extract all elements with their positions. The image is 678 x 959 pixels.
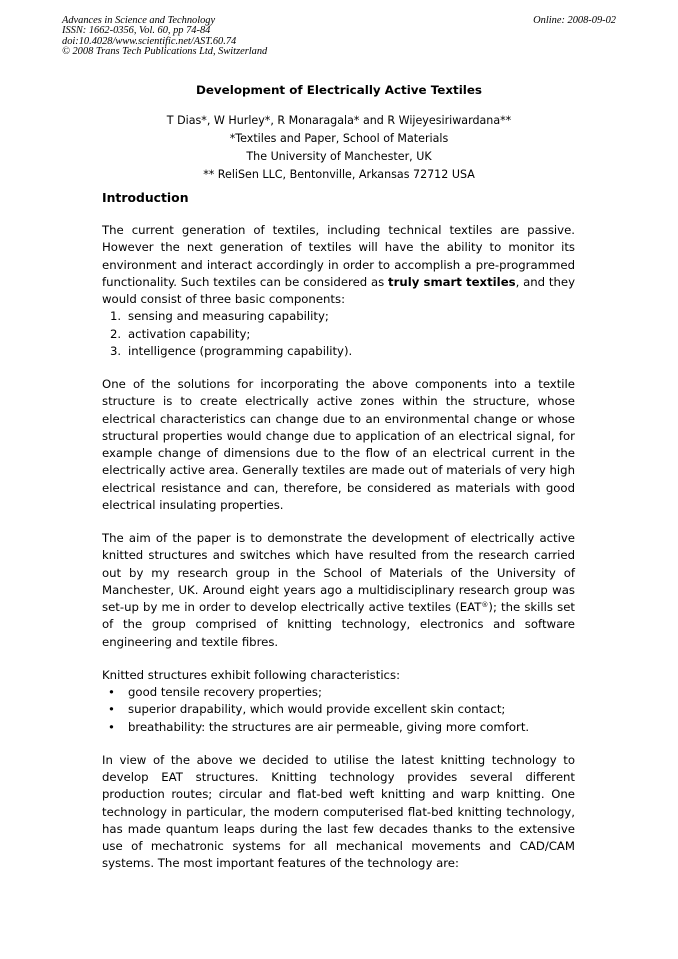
paragraph [102, 222, 575, 308]
list-item-text: activation capability; [128, 326, 251, 341]
section-body [102, 222, 575, 873]
section-heading: Introduction [102, 190, 189, 205]
bullet-marker: • [108, 685, 115, 699]
paragraph: In view of the above we decided to utilise the latest knitting technology to develop EAT structures. Knitting technology provides several different production routes; circular and flat-bed weft knitting and warp knitting. One technology in particular, the modern computerised flat-bed knitting technology, has made quantum leaps during the last few decades thanks to the extensive use of mechatronic systems for all mechanical movements and CAD/CAM systems. The most important features of the technology are: [102, 752, 575, 871]
affiliation-line: ** ReliSen LLC, Bentonville, Arkansas 72712 USA [203, 168, 475, 182]
page-header [62, 16, 616, 58]
emphasis-text: truly smart textiles [388, 274, 516, 289]
paragraph-text: The current generation of textiles, including technical textiles are passive. However the next generation of textiles will have the ability to monitor its environment and interact accordingly in order to accomplish a pre-programmed functionality. Such textiles can be considered as [102, 223, 575, 289]
journal-name: Advances in Science and Technology [62, 15, 216, 26]
author-list: T Dias*, W Hurley*, R Monaragala* and R Wijeyesiriwardana** [166, 114, 512, 127]
copyright-line: © 2008 Trans Tech Publications Ltd, Switzerland [62, 46, 268, 58]
list-item [102, 701, 575, 718]
list-item [102, 719, 575, 736]
list-item [102, 326, 575, 343]
doi-line: doi:10.4028/www.scientific.net/AST.60.74 [62, 35, 237, 47]
list-number: 3. [110, 343, 122, 358]
list-item-text: intelligence (programming capability). [128, 343, 353, 358]
paragraph-text: The aim of the paper is to demonstrate the development of electrically active knitted structures and switches which have resulted from the research carried out by my research group in the School of Materials of the University of Manchester, UK. Around eight years ago a multidisciplinary research group was set-up by me in order to develop electrically active textiles (EAT [102, 531, 575, 614]
paragraph-text: ); the skills set of the group comprised of knitting technology, electronics and software engineering and textile fibres. [102, 600, 575, 649]
list-number: 2. [110, 326, 122, 341]
list-item-text: superior drapability, which would provide excellent skin contact; [128, 702, 506, 717]
affiliation-line: The University of Manchester, UK [246, 150, 432, 164]
author-block [0, 112, 678, 184]
paragraph: One of the solutions for incorporating the above components into a textile structure is to create electrically active zones within the structure, whose electrical characteristics can change due to an environmental change or whose structural properties would change due to application of an electrical signal, for example change of dimensions due to the flow of an electrical current in the electrically active area. Generally textiles are made out of materials of very high electrical resistance and can, therefore, be considered as materials with good electrical insulating properties. [102, 377, 575, 512]
paragraph: Knitted structures exhibit following characteristics: [102, 667, 401, 682]
list-item [102, 343, 575, 360]
list-item-text: sensing and measuring capability; [128, 309, 329, 324]
paragraph-text: , and they would consist of three basic components: [102, 274, 575, 306]
list-item-text: good tensile recovery properties; [128, 685, 322, 699]
bullet-marker: • [108, 702, 115, 717]
bullet-marker: • [108, 719, 115, 734]
numbered-list [102, 308, 575, 360]
issn-line: ISSN: 1662-0356, Vol. 60, pp 74-84 [62, 25, 211, 37]
online-date: Online: 2008-09-02 [533, 15, 616, 26]
paper-title: Development of Electrically Active Textiles [196, 83, 482, 97]
paragraph [102, 530, 575, 651]
list-item [102, 684, 575, 701]
registered-mark: ® [481, 601, 489, 609]
list-item [102, 308, 575, 325]
list-item-text: breathability: the structures are air permeable, giving more comfort. [128, 719, 530, 734]
affiliation-line: *Textiles and Paper, School of Materials [229, 132, 449, 146]
list-number: 1. [110, 309, 122, 324]
bullet-list [102, 684, 575, 736]
